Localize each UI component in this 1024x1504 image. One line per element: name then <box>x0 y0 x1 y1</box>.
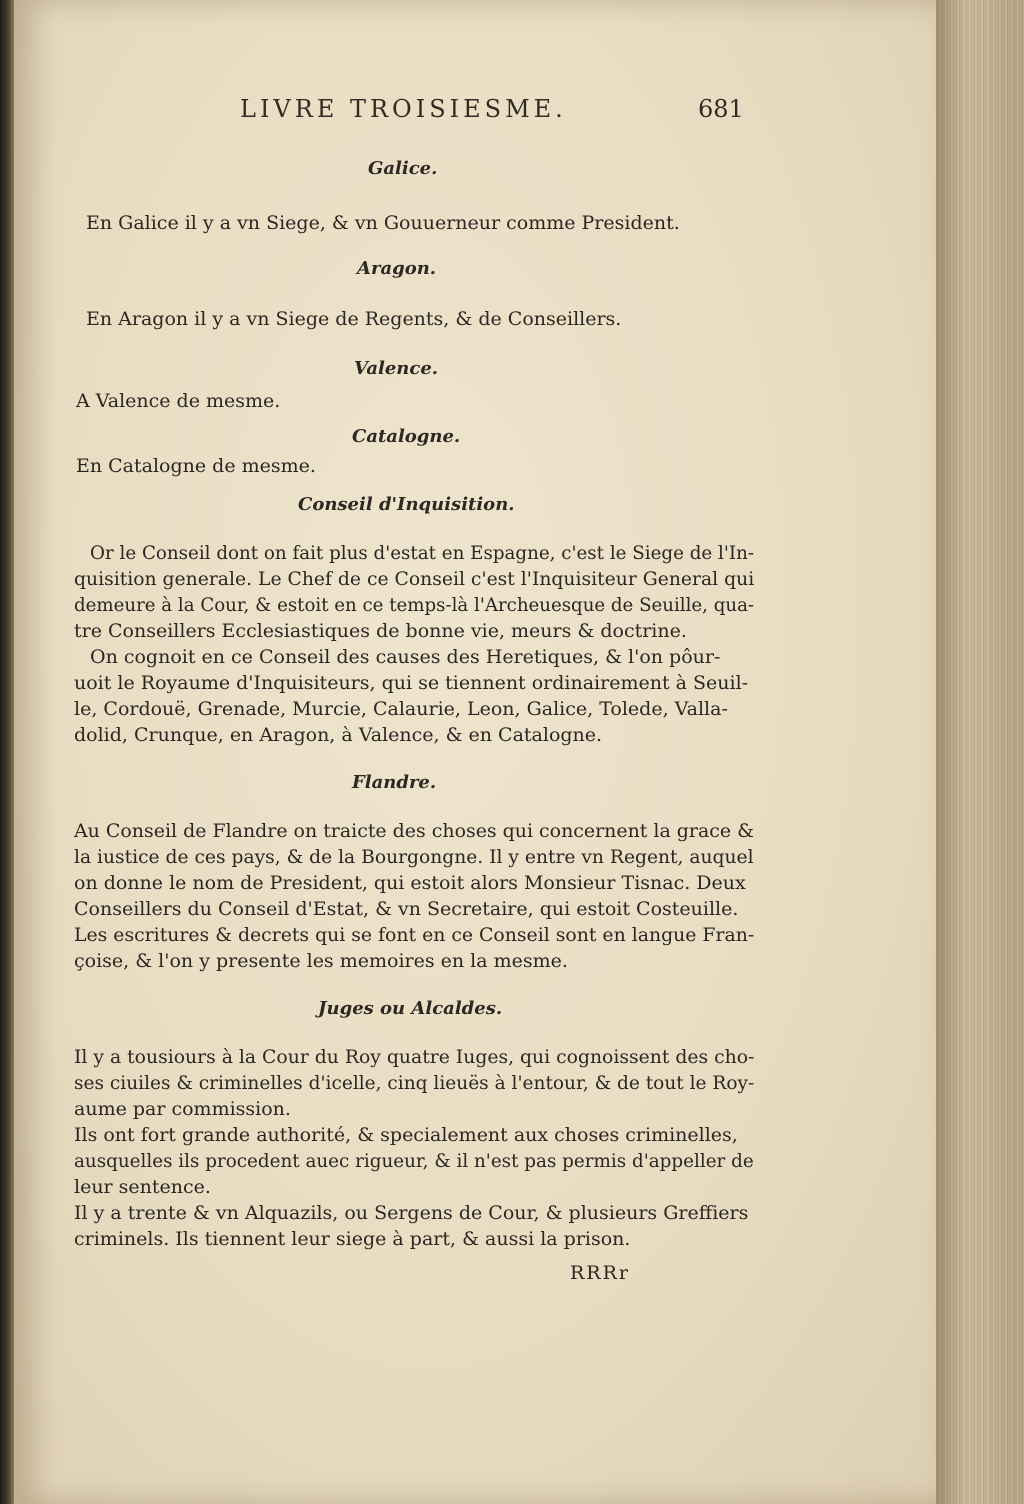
inquisition-line: tre Conseillers Ecclesiastiques de bonne vie, meurs & doctrine. <box>74 620 687 642</box>
juges-line: Il y a trente & vn Alquazils, ou Sergens de Cour, & plusieurs Greffiers <box>74 1202 749 1224</box>
juges-line: Il y a tousiours à la Cour du Roy quatre Iuges, qui cognoissent des cho- <box>74 1046 755 1068</box>
flandre-line: çoise, & l'on y presente les memoires en la mesme. <box>74 950 568 972</box>
heading-flandre: Flandre. <box>352 772 437 793</box>
text-valence: A Valence de mesme. <box>76 390 281 412</box>
text-galice: En Galice il y a vn Siege, & vn Gouuerneur comme President. <box>86 212 680 234</box>
juges-line: criminels. Ils tiennent leur siege à part, & aussi la prison. <box>74 1228 631 1250</box>
juges-line: leur sentence. <box>74 1176 211 1198</box>
heading-inquisition: Conseil d'Inquisition. <box>298 494 515 515</box>
flandre-line: on donne le nom de President, qui estoit alors Monsieur Tisnac. Deux <box>74 872 746 894</box>
juges-line: aume par commission. <box>74 1098 291 1120</box>
page-number: 681 <box>698 95 744 123</box>
inquisition-line: quisition generale. Le Chef de ce Conseil c'est l'Inquisiteur General qui <box>74 568 755 590</box>
heading-juges: Juges ou Alcaldes. <box>318 998 503 1019</box>
running-head: LIVRE TROISIESME. <box>240 95 567 123</box>
juges-line: Ils ont fort grande authorité, & specialement aux choses criminelles, <box>74 1124 738 1146</box>
heading-galice: Galice. <box>368 158 438 179</box>
flandre-line: Conseillers du Conseil d'Estat, & vn Secretaire, qui estoit Costeuille. <box>74 898 739 920</box>
heading-catalogne: Catalogne. <box>352 426 461 447</box>
flandre-line: la iustice de ces pays, & de la Bourgongne. Il y entre vn Regent, auquel <box>74 846 754 868</box>
text-catalogne: En Catalogne de mesme. <box>76 455 316 477</box>
inquisition-line: Or le Conseil dont on fait plus d'estat en Espagne, c'est le Siege de l'In- <box>90 542 755 564</box>
inquisition-line: uoit le Royaume d'Inquisiteurs, qui se tiennent ordinairement à Seuil- <box>74 672 749 694</box>
book-left-edge <box>0 0 14 1504</box>
heading-aragon: Aragon. <box>357 258 437 279</box>
flandre-line: Au Conseil de Flandre on traicte des choses qui concernent la grace & <box>74 820 754 842</box>
juges-line: ses ciuiles & criminelles d'icelle, cinq lieuës à l'entour, & de tout le Roy- <box>74 1072 755 1094</box>
inquisition-line: le, Cordouë, Grenade, Murcie, Calaurie, Leon, Galice, Tolede, Valla- <box>74 698 728 720</box>
inquisition-line: On cognoit en ce Conseil des causes des Heretiques, & l'on pôur- <box>90 646 721 668</box>
text-aragon: En Aragon il y a vn Siege de Regents, & de Conseillers. <box>86 308 622 330</box>
inquisition-line: demeure à la Cour, & estoit en ce temps-là l'Archeuesque de Seuille, qua- <box>74 594 755 616</box>
heading-valence: Valence. <box>354 358 439 379</box>
signature-mark: RRRr <box>570 1262 630 1284</box>
gutter-shadow <box>936 0 1024 1504</box>
flandre-line: Les escritures & decrets qui se font en ce Conseil sont en langue Fran- <box>74 924 755 946</box>
book-page <box>14 0 936 1504</box>
juges-line: ausquelles ils procedent auec rigueur, & il n'est pas permis d'appeller de <box>74 1150 754 1172</box>
inquisition-line: dolid, Crunque, en Aragon, à Valence, & en Catalogne. <box>74 724 603 746</box>
